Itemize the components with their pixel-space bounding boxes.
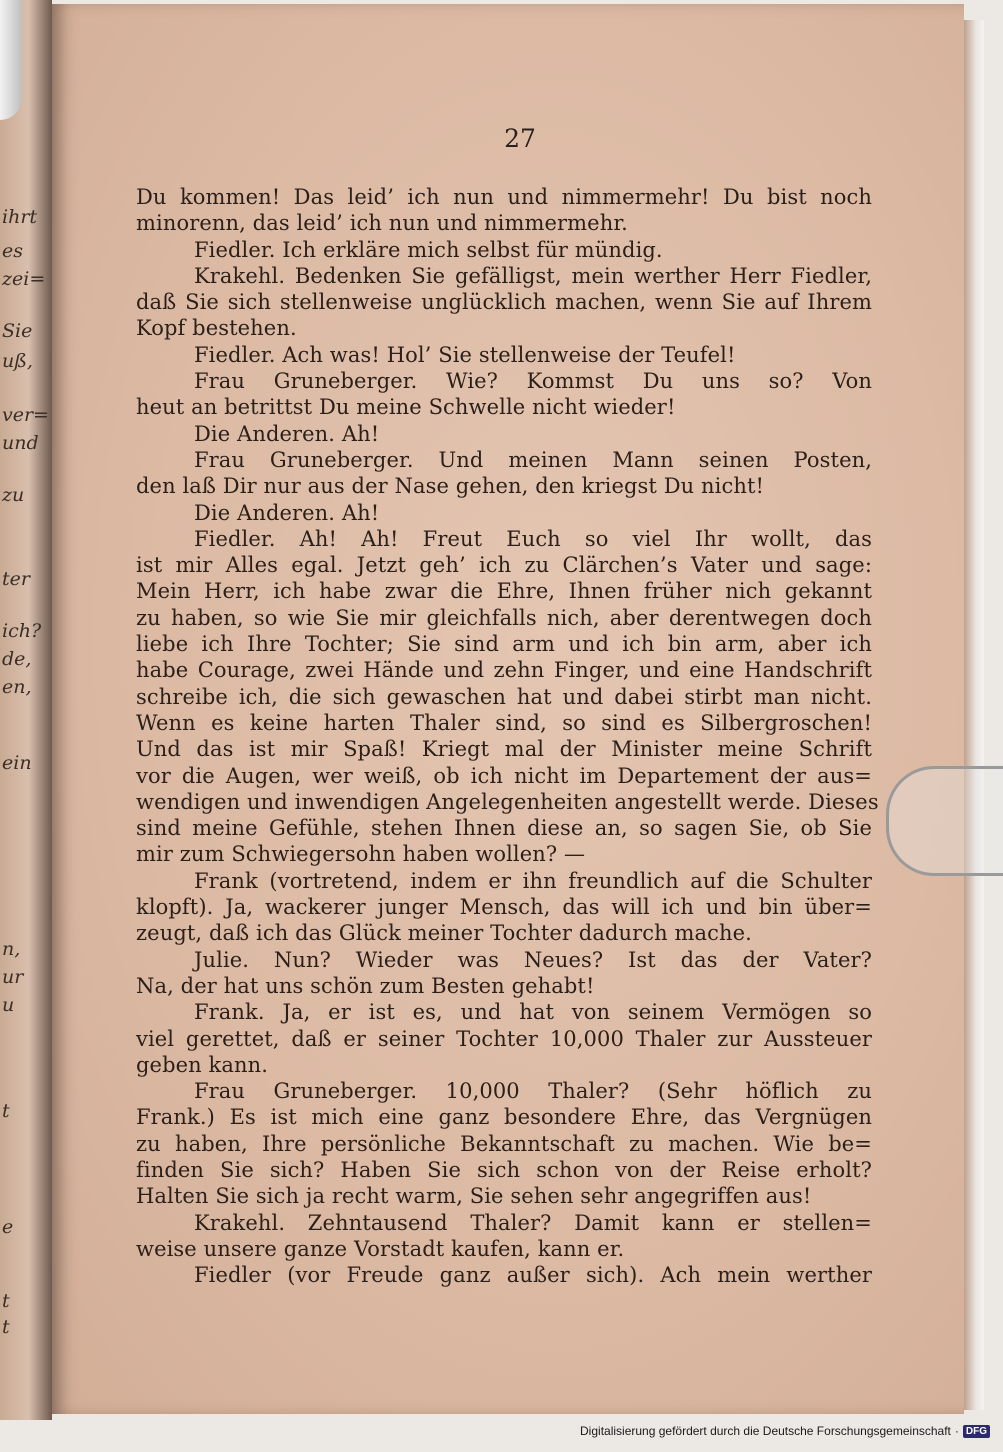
facing-page-fragment: t <box>2 1290 10 1312</box>
text-line: Die Anderen. Ah! <box>194 421 380 446</box>
footer-credit <box>580 1424 990 1438</box>
text-line: wendigen und inwendigen Angelegenheiten angestellt werde. Dieses <box>136 789 879 814</box>
text-line: Fiedler. Ah! Ah! Freut Euch so viel Ihr wollt, das <box>194 526 872 551</box>
text-line: Fiedler (vor Freude ganz außer sich). Ach mein werther <box>194 1263 872 1288</box>
facing-page-fragment: ich? <box>2 620 42 642</box>
facing-page-fragment: zu <box>2 484 25 506</box>
text-line: schreibe ich, die sich gewaschen hat und dabei stirbt man nicht. <box>136 684 872 709</box>
text-line: Krakehl. Bedenken Sie gefälligst, mein werther Herr Fiedler, <box>194 263 872 288</box>
text-line: Die Anderen. Ah! <box>194 500 380 525</box>
text-line: Du kommen! Das leid’ ich nun und nimmermehr! Du bist noch <box>136 185 872 209</box>
facing-page-fragment: n, <box>2 938 21 960</box>
facing-page-fragment: Sie <box>2 320 33 342</box>
text-line: Na, der hat uns schön zum Besten gehabt! <box>136 973 595 998</box>
text-line: heut an betrittst Du meine Schwelle nicht wieder! <box>136 395 676 420</box>
facing-page-fragment: t <box>2 1100 10 1122</box>
text-line: Frank. Ja, er ist es, und hat von seinem Vermögen so <box>194 1000 872 1025</box>
text-line: daß Sie sich stellenweise unglücklich machen, wenn Sie auf Ihrem <box>136 290 872 315</box>
text-line: weise unsere ganze Vorstadt kaufen, kann er. <box>136 1236 625 1261</box>
text-line: Frau Gruneberger. 10,000 Thaler? (Sehr höflich zu <box>194 1079 872 1104</box>
facing-page-fragment: uß, <box>2 350 33 372</box>
footer-text: Digitalisierung gefördert durch die Deutsche Forschungsgemeinschaft <box>580 1424 951 1438</box>
dfg-logo: DFG <box>963 1425 990 1438</box>
text-line: ist mir Alles egal. Jetzt geh’ ich zu Clärchen’s Vater und sage: <box>136 553 872 578</box>
facing-page-fragment: es <box>2 240 23 262</box>
text-line: Und das ist mir Spaß! Kriegt mal der Minister meine Schrift <box>136 737 872 762</box>
text-line: Fiedler. Ich erkläre mich selbst für mündig. <box>194 237 663 262</box>
text-line: habe Courage, zwei Hände und zehn Finger, und eine Handschrift <box>136 658 872 683</box>
text-line: Frank (vortretend, indem er ihn freundlich auf die Schulter <box>194 868 872 893</box>
text-line: zeugt, daß ich das Glück meiner Tochter dadurch mache. <box>136 921 752 946</box>
text-line: den laß Dir nur aus der Nase gehen, den kriegst Du nicht! <box>136 474 765 499</box>
text-line: klopft). Ja, wackerer junger Mensch, das will ich und bin über= <box>136 895 872 920</box>
page-number: 27 <box>504 124 536 153</box>
facing-page-fragment: ver= <box>2 404 49 426</box>
text-line: Mein Herr, ich habe zwar die Ehre, Ihnen früher nich gekannt <box>136 579 872 604</box>
facing-page-fragment: en, <box>2 676 32 698</box>
text-line: vor die Augen, wer weiß, ob ich nicht im Departement der aus= <box>136 763 872 788</box>
text-line: Kopf bestehen. <box>136 316 297 341</box>
facing-page-fragment: t <box>2 1316 10 1338</box>
text-line: Frau Gruneberger. Und meinen Mann seinen Posten, <box>194 447 872 472</box>
text-line: liebe ich Ihre Tochter; Sie sind arm und ich bin arm, aber ich <box>136 632 872 657</box>
text-line: zu haben, so wie Sie mir gleichfalls nich, aber derentwegen doch <box>136 605 872 630</box>
text-line: Wenn es keine harten Thaler sind, so sind es Silbergroschen! <box>136 710 872 735</box>
facing-page-edge <box>0 0 52 1420</box>
facing-page-fragment: ein <box>2 752 32 774</box>
text-line: minorenn, das leid’ ich nun und nimmermehr. <box>136 211 628 236</box>
text-line: mir zum Schwiegersohn haben wollen? — <box>136 842 586 867</box>
text-line: Julie. Nun? Wieder was Neues? Ist das der Vater? <box>194 947 872 972</box>
text-line: zu haben, Ihre persönliche Bekanntschaft zu machen. Wie be= <box>136 1131 872 1156</box>
text-line: finden Sie sich? Haben Sie sich schon von der Reise erholt? <box>136 1157 872 1182</box>
facing-page-fragment: ur <box>2 966 24 988</box>
text-line: Frau Gruneberger. Wie? Kommst Du uns so? Von <box>194 369 872 394</box>
text-line: Krakehl. Zehntausend Thaler? Damit kann er stellen= <box>194 1210 872 1235</box>
text-line: geben kann. <box>136 1052 269 1077</box>
text-line: Frank.) Es ist mich eine ganz besondere Ehre, das Vergnügen <box>136 1105 872 1130</box>
facing-page-fragment: zei= <box>2 268 46 290</box>
page-stack-edge <box>964 20 984 1410</box>
facing-page-fragment: u <box>2 994 15 1016</box>
text-line: sind meine Gefühle, stehen Ihnen diese an, so sagen Sie, ob Sie <box>136 816 872 841</box>
page-clip <box>886 766 1003 876</box>
facing-page-fragment: ihrt <box>2 206 38 228</box>
text-line: Halten Sie sich ja recht warm, Sie sehen sehr angegriffen aus! <box>136 1184 812 1209</box>
facing-page-fragment: ter <box>2 568 30 590</box>
text-line: viel gerettet, daß er seiner Tochter 10,000 Thaler zur Aussteuer <box>136 1026 872 1051</box>
facing-page-fragment: de, <box>2 648 32 670</box>
facing-page-fragment: und <box>2 432 39 454</box>
facing-page-fragment: e <box>2 1216 14 1238</box>
text-line: Fiedler. Ach was! Hol’ Sie stellenweise der Teufel! <box>194 342 736 367</box>
binding-edge <box>0 0 22 120</box>
page-text <box>136 184 879 1288</box>
footer-separator: · <box>954 1424 959 1438</box>
